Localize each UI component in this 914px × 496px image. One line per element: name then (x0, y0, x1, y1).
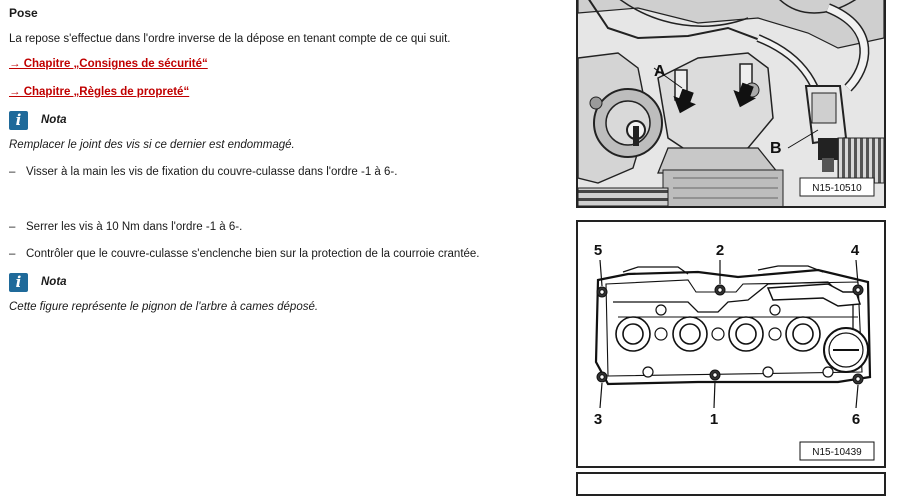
note-label: Nota (41, 114, 67, 126)
list-bullet: – (9, 166, 16, 178)
figure-id: N15-10510 (812, 183, 862, 194)
step-check-engagement: Contrôler que le couvre-culasse s'enclenche bien sur la protection de la courroie crantée. (26, 248, 480, 260)
callout-label-b: B (770, 140, 782, 157)
bolt-label-2: 2 (715, 242, 725, 259)
step-hand-tighten: Visser à la main les vis de fixation du couvre-culasse dans l'ordre -1 à 6-. (26, 166, 398, 178)
note-text: Remplacer le joint des vis si ce dernier est endommagé. (9, 139, 295, 151)
bolt-label-4: 4 (850, 242, 860, 259)
bolt-label-5: 5 (593, 242, 603, 259)
figure-top-drawing (578, 0, 884, 206)
link-safety-instructions[interactable]: → Chapitre „Consignes de sécurité“ (9, 58, 208, 70)
note-text: Cette figure représente le pignon de l'arbre à cames déposé. (9, 301, 319, 313)
link-cleanliness-rules[interactable]: → Chapitre „Règles de propreté“ (9, 86, 190, 98)
intro-text: La repose s'effectue dans l'ordre inverse de la dépose en tenant compte de ce qui suit. (9, 33, 451, 45)
figure-id: N15-10439 (812, 447, 862, 458)
figure-bottom-drawing (578, 222, 884, 466)
figure-bottom (576, 220, 886, 468)
list-bullet: – (9, 248, 16, 260)
info-icon: i (9, 111, 28, 130)
figure-top (576, 0, 886, 208)
bolt-label-6: 6 (851, 411, 861, 428)
note-label: Nota (41, 276, 67, 288)
bolt-label-3: 3 (593, 411, 603, 428)
info-icon: i (9, 273, 28, 292)
callout-label-a: A (654, 63, 666, 80)
section-title: Pose (9, 6, 38, 20)
step-torque: Serrer les vis à 10 Nm dans l'ordre -1 à 6-. (26, 221, 243, 233)
bolt-label-1: 1 (709, 411, 719, 428)
list-bullet: – (9, 221, 16, 233)
figure-next-partial (576, 472, 886, 496)
